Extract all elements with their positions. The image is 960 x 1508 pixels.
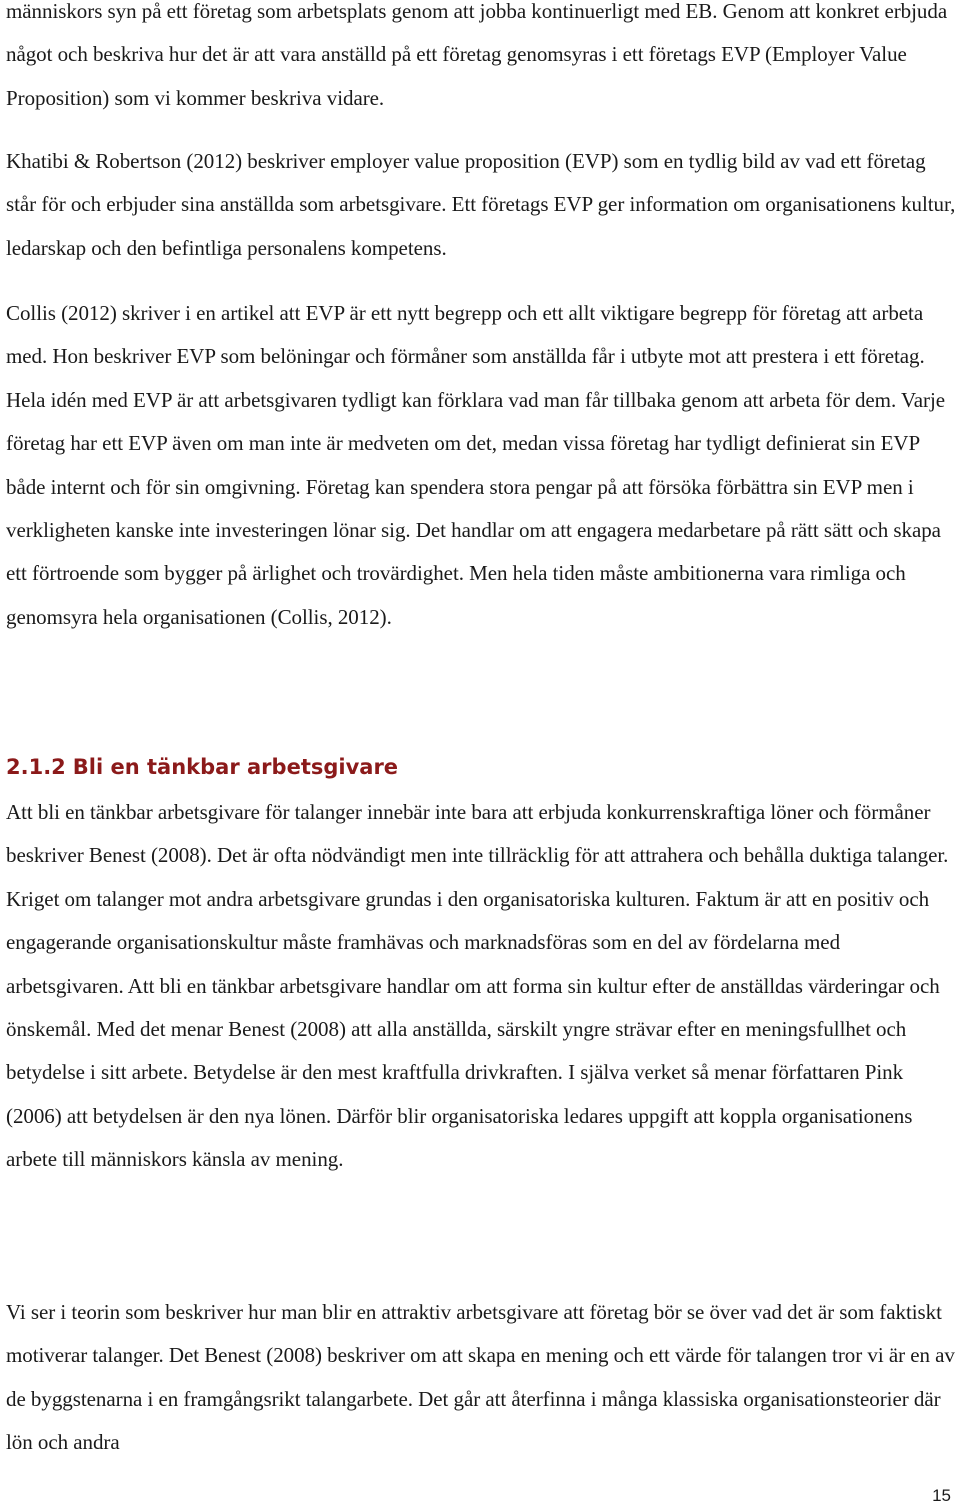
section-heading-title: Bli en tänkbar arbetsgivare <box>72 755 399 779</box>
paragraph-benest: Att bli en tänkbar arbetsgivare för talanger innebär inte bara att erbjuda konkurrenskraftiga löner och förmåner beskriver Benest (2008). Det är ofta nödvändigt men inte tillräcklig för att attrahera och behålla duktiga talanger. Kriget om talanger mot andra arbetsgivare grundas i den organisatoriska kulturen. Faktum är att en positiv och engagerande organisationskultur måste framhävas och marknadsföras som en del av fördelarna med arbetsgivaren. Att bli en tänkbar arbetsgivare handlar om att forma sin kultur efter de anställdas värderingar och önskemål. Med det menar Benest (2008) att alla anställda, särskilt yngre strävar efter en meningsfullhet och betydelse i sitt arbete. Betydelse är den mest kraftfulla drivkraften. I själva verket så menar författaren Pink (2006) att betydelsen är den nya lönen. Därför blir organisatoriska ledares uppgift att koppla organisationens arbete till människors känsla av mening. <box>6 800 949 1172</box>
section-heading <box>6 752 398 782</box>
paragraph-analysis: Vi ser i teorin som beskriver hur man blir en attraktiv arbetsgivare att företag bör se över vad det är som faktiskt motiverar talanger. Det Benest (2008) beskriver om att skapa en mening och ett värde för talangen tror vi är en av de byggstenarna i en framgångsrikt talangarbete. Det går att återfinna i många klassiska organisationsteorier där lön och andra <box>6 1300 955 1455</box>
paragraph-collis: Collis (2012) skriver i en artikel att EVP är ett nytt begrepp och ett allt viktigare begrepp för företag att arbeta med. Hon beskriver EVP som belöningar och förmåner som anställda får i utbyte mot att prestera i ett företag. Hela idén med EVP är att arbetsgivaren tydligt kan förklara vad man får tillbaka genom att arbeta för dem. Varje företag har ett EVP även om man inte är medveten om det, medan vissa företag har tydligt definierat sin EVP både internt och för sin omgivning. Företag kan spendera stora pengar på att försöka förbättra sin EVP men i verkligheten kanske inte investeringen lönar sig. Det handlar om att engagera medarbetare på rätt sätt och skapa ett förtroende som bygger på ärlighet och trovärdighet. Men hela tiden måste ambitionerna vara rimliga och genomsyra hela organisationen (Collis, 2012). <box>6 301 946 629</box>
section-heading-number: 2.1.2 <box>6 755 66 779</box>
paragraph-khatibi-robertson: Khatibi & Robertson (2012) beskriver employer value proposition (EVP) som en tydlig bild av vad ett företag står för och erbjuder sina anställda som arbetsgivare. Ett företags EVP ger information om organisationens kultur, ledarskap och den befintliga personalens kompetens. <box>6 149 956 260</box>
page-number: 15 <box>932 1486 951 1505</box>
paragraph-intro-continuation: människors syn på ett företag som arbetsplats genom att jobba kontinuerligt med EB. Genom att konkret erbjuda något och beskriva hur det är att vara anställd på ett företag genomsyras i ett företags EVP (Employer Value Proposition) som vi kommer beskriva vidare. <box>6 0 948 110</box>
